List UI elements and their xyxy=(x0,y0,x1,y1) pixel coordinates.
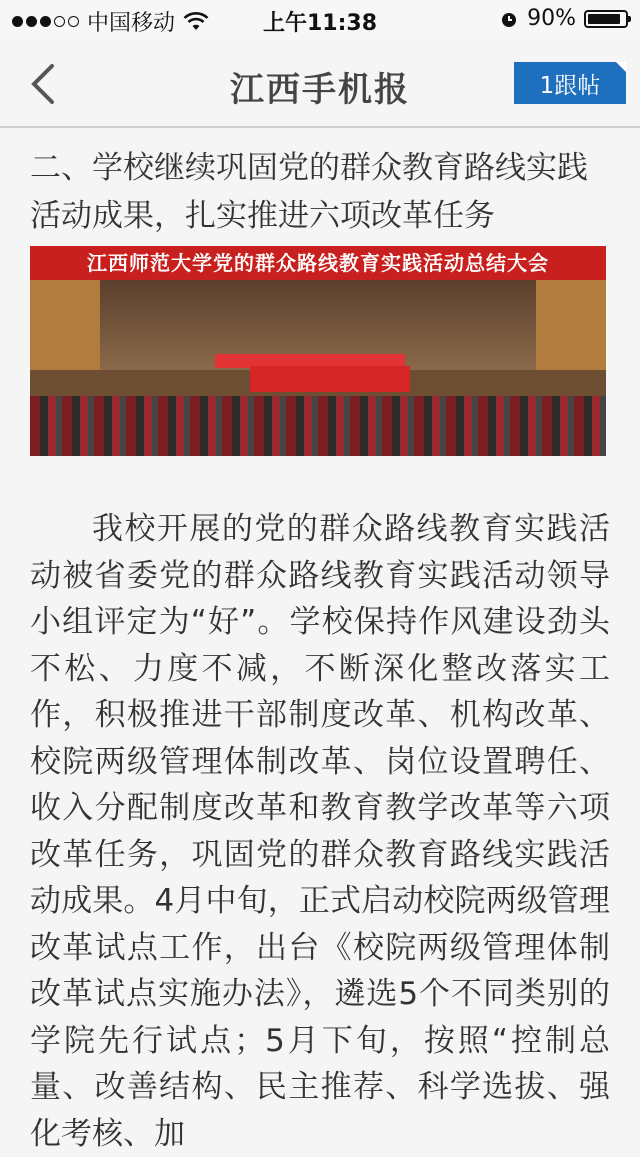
comments-button[interactable]: 1跟帖 xyxy=(514,62,626,104)
page-title: 江西手机报 xyxy=(230,70,410,110)
status-right xyxy=(499,6,628,31)
status-bar xyxy=(0,0,640,40)
status-time: 上午11:38 xyxy=(262,11,378,36)
article-heading: 二、学校继续巩固党的群众教育路线实践活动成果，扎实推进六项改革任务 xyxy=(30,150,588,234)
battery-icon xyxy=(584,10,628,28)
photo-audience xyxy=(30,396,606,456)
carrier-name: 中国移动 xyxy=(87,11,176,36)
photo-banner: 江西师范大学党的群众路线教育实践活动总结大会 xyxy=(30,246,606,280)
article-paragraph: 我校开展的党的群众路线教育实践活动被省委党的群众路线教育实践活动领导小组评定为“好”。学校保持作风建设劲头不松、力度不减，不断深化整改落实工作，积极推进干部制度改革、机构改革、校院两级管理体制改革、岗位设置聘任、收入分配制度改革和教育教学改革等六项改革任务，巩固党的群众教育路线实践活动成果。4月中旬，正式启动校院两级管理改革试点工作，出台《校院两级管理体制改革试点实施办法》，遴选5个不同类别的学院先行试点；5月下旬，按照“控制总量、改善结构、民主推荐、科学选拔、强化考核、加 xyxy=(30,511,610,1152)
battery-percent: 90% xyxy=(527,6,576,31)
alarm-clock-icon xyxy=(499,9,519,29)
photo-podium xyxy=(250,366,410,392)
article-photo[interactable] xyxy=(30,246,606,456)
navigation-bar xyxy=(0,40,640,128)
article-body xyxy=(30,140,610,1157)
battery-fill xyxy=(588,14,620,24)
